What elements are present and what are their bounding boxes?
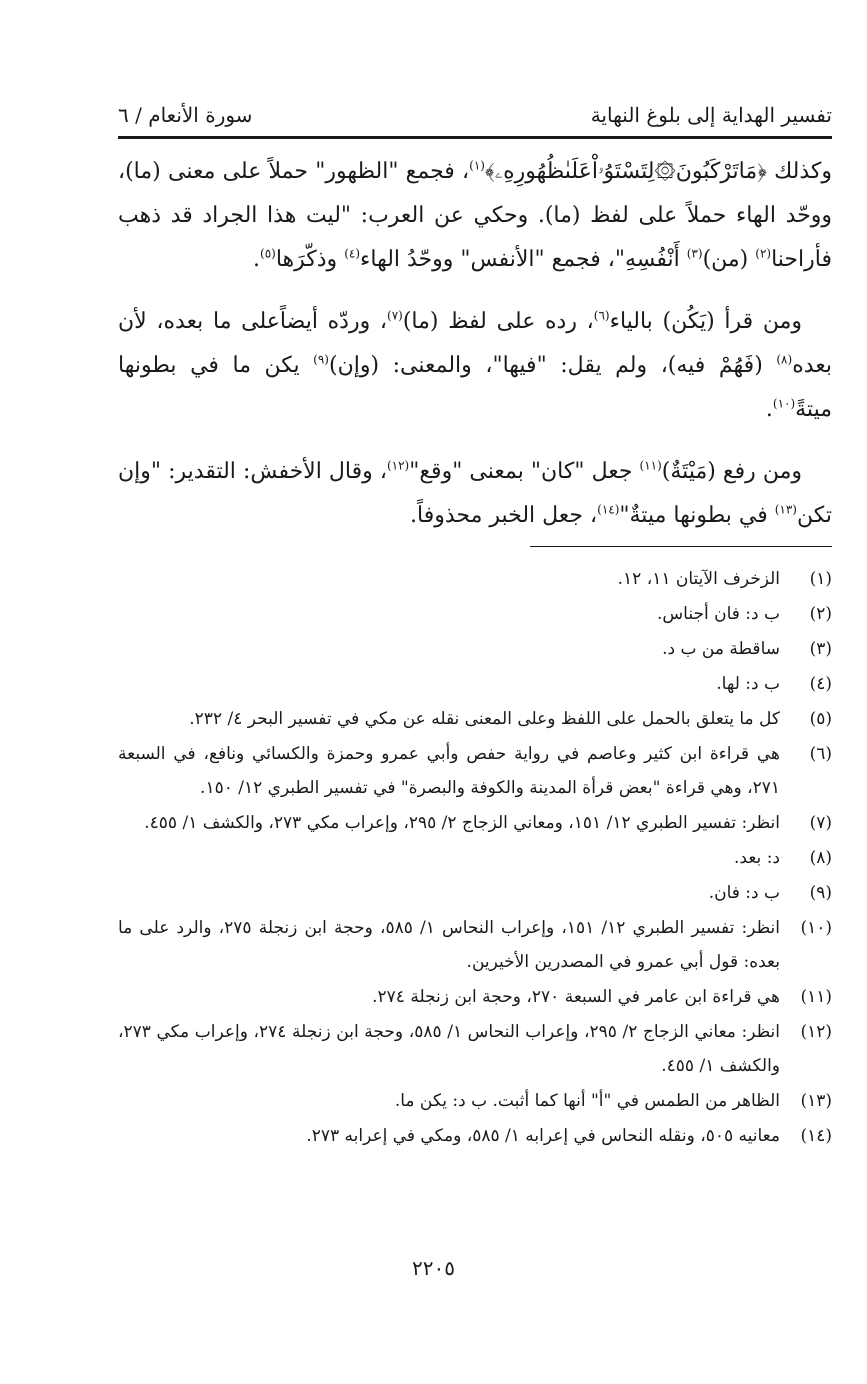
footnote-item <box>118 980 832 1014</box>
footnote-item <box>118 841 832 875</box>
paragraph <box>118 150 832 282</box>
footnote-item <box>118 702 832 736</box>
text-run: يكن ما في بطونها ميتةً <box>118 353 832 422</box>
footnote-text: انظر: معاني الزجاج ٢/ ٢٩٥، وإعراب النحاس ١/ ٥٨٥، وحجة ابن زنجلة ٢٧٤، وإعراب مكي ٢٧٣، والكشف ١/ ٤٥٥. <box>118 1022 780 1076</box>
text-run: (فَهُمْ فيه)، ولم يقل: "فيها"، والمعنى: (وإن) <box>328 353 777 378</box>
text-run: ، رده على لفظ (ما) <box>402 309 594 334</box>
footnote-number: (٤) <box>809 674 832 694</box>
footnote-marker: (٩) <box>313 352 329 367</box>
footnote-item <box>118 562 832 596</box>
footnote-number: (١١) <box>800 987 832 1007</box>
footnote-item <box>118 667 832 701</box>
footnote-marker: (٧) <box>387 308 403 323</box>
footnote-number: (٢) <box>809 604 832 624</box>
footnote-number: (١٤) <box>800 1126 832 1146</box>
footnote-number: (٨) <box>809 848 832 868</box>
text-run: ، وقال الأخفش: التقدير: "وإن تكن <box>118 459 832 528</box>
footnote-text: الظاهر من الطمس في "أ" أنها كما أثبت. ب د: يكن ما. <box>394 1091 780 1111</box>
footnote-text: انظر: تفسير الطبري ١٢/ ١٥١، ومعاني الزجاج ٢/ ٢٩٥، وإعراب مكي ٢٧٣، والكشف ١/ ٤٥٥. <box>144 813 780 833</box>
footnote-number: (١) <box>809 569 832 589</box>
footnote-item <box>118 737 832 805</box>
footnote-text: هي قراءة ابن عامر في السبعة ٢٧٠، وحجة ابن زنجلة ٢٧٤. <box>372 987 780 1007</box>
footnote-item <box>118 911 832 979</box>
text-run: وذكّرَها <box>275 247 345 272</box>
book-title: تفسير الهداية إلى بلوغ النهاية <box>590 103 832 127</box>
footnote-item <box>118 806 832 840</box>
running-header <box>118 100 832 130</box>
header-rule <box>118 136 832 139</box>
footnote-text: ساقطة من ب د. <box>662 639 780 659</box>
footnote-number: (١٣) <box>800 1091 832 1111</box>
text-run: (من) <box>702 247 756 272</box>
footnote-text: ب د: فان. <box>708 883 780 903</box>
footnote-marker: (١٢) <box>386 458 410 473</box>
footnote-marker: (١٠) <box>772 396 796 411</box>
footnote-number: (٥) <box>809 709 832 729</box>
footnote-marker: (٨) <box>776 352 793 367</box>
footnote-number: (٩) <box>809 883 832 903</box>
paragraph <box>118 300 832 432</box>
footnote-text: الزخرف الآيتان ١١، ١٢. <box>617 569 780 589</box>
text-run: ، فجمع "الظهور" حملاً على معنى (ما)، ووحّد الهاء حملاً على لفظ (ما). وحكي عن العرب: "ليت هذا الجراد قد ذهب فأراحنا <box>118 159 832 272</box>
footnote-number: (٦) <box>809 744 832 764</box>
text-run: ، جعل الخبر محذوفاً. <box>410 503 598 528</box>
footnote-marker: (٦) <box>593 308 610 323</box>
surah-label: سورة الأنعام / ٦ <box>118 103 253 127</box>
footnote-text: ب د: فان أجناس. <box>656 604 780 624</box>
text-run: ومن رفع (مَيْتَةٌ) <box>661 459 802 484</box>
footnote-item <box>118 1119 832 1153</box>
footnote-number: (١٢) <box>800 1022 832 1042</box>
text-run: ومن قرأ (يَكُن) بالياء <box>609 309 802 334</box>
footnote-marker: (١٤) <box>597 502 620 517</box>
footnote-item <box>118 1015 832 1083</box>
footnote-text: كل ما يتعلق بالحمل على اللفظ وعلى المعنى نقله عن مكي في تفسير البحر ٤/ ٢٣٢. <box>189 709 780 729</box>
footnote-marker: (٤) <box>344 246 361 261</box>
footnote-text: ب د: لها. <box>716 674 780 694</box>
text-run: . <box>253 247 261 272</box>
footnote-text: معانيه ٥٠٥، ونقله النحاس في إعرابه ١/ ٥٨٥، ومكي في إعرابه ٢٧٣. <box>306 1126 780 1146</box>
footnote-text: د: بعد. <box>734 848 780 868</box>
page-number: ٢٢٠٥ <box>412 1256 455 1280</box>
footnote-number: (٧) <box>809 813 832 833</box>
footnote-separator <box>530 546 832 547</box>
footnote-item <box>118 632 832 666</box>
footnote-marker: (٥) <box>260 246 276 261</box>
footnote-item <box>118 876 832 910</box>
footnotes <box>118 562 832 1154</box>
footnote-marker: (١) <box>469 158 485 173</box>
text-run: في بطونها ميتةٌ" <box>619 503 775 528</box>
text-run: جعل "كان" بمعنى "وقع" <box>409 459 640 484</box>
footnote-marker: (٣) <box>686 246 703 261</box>
footnote-marker: (١٣) <box>774 502 797 517</box>
text-run: . <box>765 397 773 422</box>
text-run: أَنْفُسِهِ"، فجمع "الأنفس" ووحّدُ الهاء <box>360 247 687 272</box>
footnote-number: (١٠) <box>800 918 832 938</box>
footnote-text: هي قراءة ابن كثير وعاصم في رواية حفص وأبي عمرو وحمزة والكسائي ونافع، في السبعة ٢٧١، وهي قراءة "بعض قرأة المدينة والكوفة والبصرة" في تفسير الطبري ١٢/ ١٥٠. <box>118 744 780 798</box>
text-run: وكذلك ﴿مَاتَرْكَبُونَ۞لِتَسْتَوُۥاْعَلَىٰظُهُورِهِۦ﴾ <box>484 159 832 184</box>
footnote-marker: (٢) <box>755 246 772 261</box>
footnote-text: انظر: تفسير الطبري ١٢/ ١٥١، وإعراب النحاس ١/ ٥٨٥، وحجة ابن زنجلة ٢٧٥، والرد على ما بعده: قول أبي عمرو في المصدرين الأخيرين. <box>118 918 780 972</box>
paragraph <box>118 450 832 538</box>
footnote-item <box>118 1084 832 1118</box>
main-text <box>118 150 832 556</box>
footnote-item <box>118 597 832 631</box>
footnote-number: (٣) <box>809 639 832 659</box>
footnote-marker: (١١) <box>639 458 662 473</box>
text-run: ، وردّه أيضاًعلى ما بعده، لأن بعده <box>118 309 832 378</box>
